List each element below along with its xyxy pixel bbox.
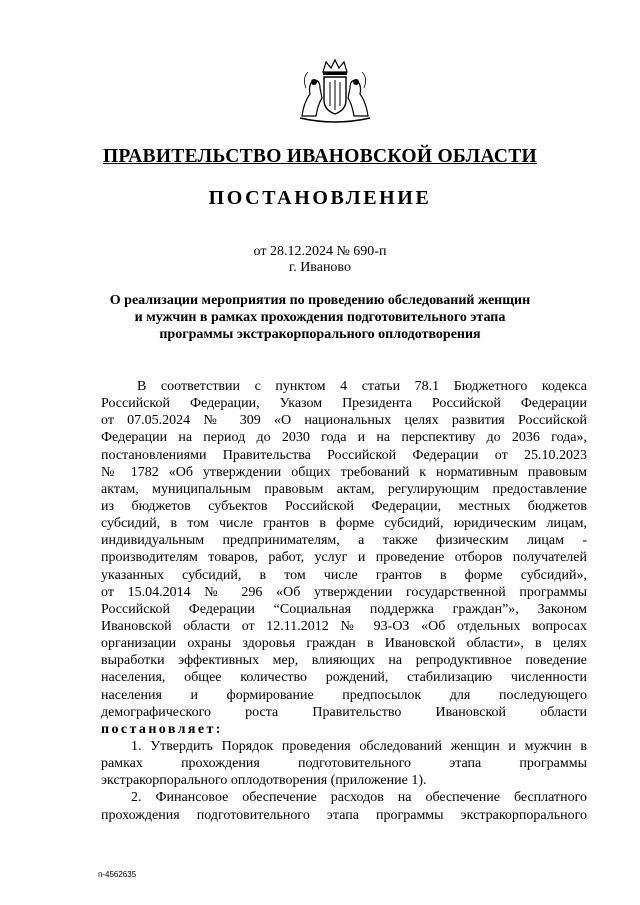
body-line: актам, муниципальным правовым актам, регулирующим предоставление bbox=[101, 481, 587, 497]
item-2-line: прохождения подготовительного этапа программы экстракорпорального bbox=[101, 807, 587, 823]
body-line: постановлениями Правительства Российской Федерации от 25.10.2023 bbox=[101, 447, 587, 463]
body-line: № 1782 «Об утверждении общих требований к нормативным правовым bbox=[101, 464, 587, 480]
coat-of-arms-emblem bbox=[296, 58, 374, 126]
subject-line: и мужчин в рамках прохождения подготовительного этапа bbox=[134, 310, 506, 325]
body-line: населения и формирование предпосылок для последующего bbox=[101, 687, 587, 703]
body-line: Федерации на период до 2030 года и на перспективу до 2036 года», bbox=[101, 430, 587, 446]
city: г. Иваново bbox=[289, 260, 351, 275]
document-code: п-4562635 bbox=[98, 870, 137, 879]
body-line: субсидий, в том числе грантов в форме субсидий, юридическим лицам, bbox=[101, 516, 587, 532]
body-line: Российской Федерации “Социальная поддержка граждан”», Законом bbox=[101, 601, 587, 617]
government-title: ПРАВИТЕЛЬСТВО ИВАНОВСКОЙ ОБЛАСТИ bbox=[102, 146, 538, 167]
body-line: индивидуальным предпринимателям, а также физическим лицам - bbox=[101, 533, 587, 549]
body-line: Российской Федерации, Указом Президента Российской Федерации bbox=[101, 396, 587, 412]
document-type-title: ПОСТАНОВЛЕНИЕ bbox=[208, 187, 432, 209]
body-line: населения, общее количество рождений, стабилизацию численности bbox=[101, 670, 587, 686]
item-1-line: рамках прохождения подготовительного этапа программы bbox=[101, 756, 587, 772]
body-line: выработки эффективных мер, влияющих на репродуктивное поведение bbox=[101, 653, 587, 669]
item-1-line: 1. Утвердить Порядок проведения обследований женщин и мужчин в bbox=[131, 738, 587, 754]
body-line: от 07.05.2024 № 309 «О национальных целях развития Российской bbox=[101, 413, 587, 429]
document-subject bbox=[104, 292, 536, 343]
body-line: демографического роста Правительство Ивановской области bbox=[101, 704, 587, 720]
subject-line: О реализации мероприятия по проведению обследований женщин bbox=[109, 293, 531, 308]
body-line: Ивановской области от 12.11.2012 № 93-ОЗ «Об отдельных вопросах bbox=[101, 618, 587, 634]
body-line: производителям товаров, работ, услуг и проведение отборов получателей bbox=[101, 550, 587, 566]
body-line: указанных субсидий, в том числе грантов в форме субсидий», bbox=[101, 567, 587, 583]
body-line: В соответствии с пунктом 4 статьи 78.1 Бюджетного кодекса bbox=[137, 379, 587, 394]
date-and-number: от 28.12.2024 № 690-п bbox=[253, 244, 387, 259]
body-line: от 15.04.2014 № 296 «Об утверждении государственной программы bbox=[101, 584, 587, 600]
body-line: из бюджетов субъектов Российской Федерации, местных бюджетов bbox=[101, 498, 587, 514]
document-body bbox=[101, 378, 587, 824]
resolves-keyword: постановляет: bbox=[101, 721, 223, 737]
body-line: организации охраны здоровья граждан в Ивановской области», в целях bbox=[101, 636, 587, 652]
item-1-line: экстракорпорального оплодотворения (приложение 1). bbox=[101, 773, 427, 789]
item-2-line: 2. Финансовое обеспечение расходов на обеспечение бесплатного bbox=[131, 790, 587, 806]
subject-line: программы экстракорпорального оплодотворения bbox=[159, 327, 481, 342]
